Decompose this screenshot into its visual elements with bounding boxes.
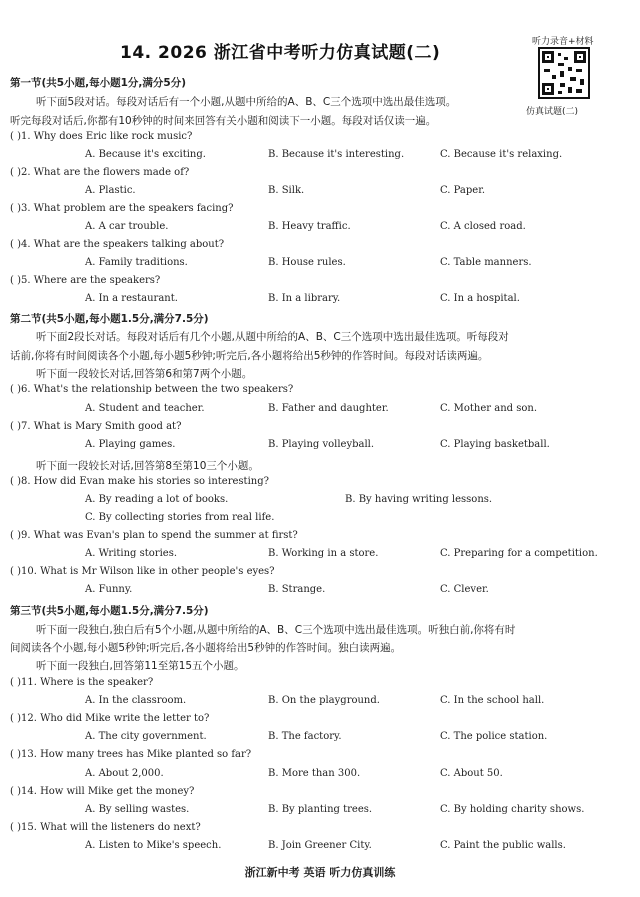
q7-option-a: A. Playing games.: [85, 439, 176, 450]
q8-option-c: C. By collecting stories from real life.: [85, 512, 275, 523]
q9-option-b: B. Working in a store.: [268, 548, 379, 559]
question-2-stem: ( )2. What are the flowers made of?: [10, 167, 190, 178]
section1-intro-line2: 听完每段对话后,你都有10秒钟的时间来回答有关小题和阅读下一小题。每段对话仅读一遍。: [10, 115, 437, 127]
q1-option-c: C. Because it's relaxing.: [440, 149, 563, 160]
section3-sub1: 听下面一段独白,回答第11至第15五个小题。: [36, 660, 245, 672]
section3-heading: 第三节(共5小题,每小题1.5分,满分7.5分): [10, 605, 209, 617]
question-14-stem: ( )14. How will Mike get the money?: [10, 786, 195, 797]
q3-option-c: C. A closed road.: [440, 221, 526, 232]
section2-intro-line2: 话前,你将有时间阅读各个小题,每小题5秒钟;听完后,各小题将给出5秒钟的作答时间。每段对话读两遍。: [10, 350, 489, 362]
q7-option-c: C. Playing basketball.: [440, 439, 550, 450]
q5-option-c: C. In a hospital.: [440, 293, 520, 304]
question-11-stem: ( )11. Where is the speaker?: [10, 677, 154, 688]
q11-option-a: A. In the classroom.: [85, 695, 187, 706]
q4-option-b: B. House rules.: [268, 257, 346, 268]
section2-heading: 第二节(共5小题,每小题1.5分,满分7.5分): [10, 313, 209, 325]
page-title: 14. 2026 浙江省中考听力仿真试题(二): [120, 43, 441, 63]
question-3-stem: ( )3. What problem are the speakers facing?: [10, 203, 234, 214]
q14-option-a: A. By selling wastes.: [85, 804, 190, 815]
q14-option-c: C. By holding charity shows.: [440, 804, 585, 815]
question-1-stem: ( )1. Why does Eric like rock music?: [10, 131, 193, 142]
q10-option-c: C. Clever.: [440, 584, 489, 595]
section3-intro-line2: 间阅读各个小题,每小题5秒钟;听完后,各小题将给出5秒钟的作答时间。独白读两遍。: [10, 642, 402, 654]
q10-option-b: B. Strange.: [268, 584, 326, 595]
question-15-stem: ( )15. What will the listeners do next?: [10, 822, 201, 833]
q13-option-b: B. More than 300.: [268, 768, 361, 779]
q13-option-a: A. About 2,000.: [85, 768, 164, 779]
q10-option-a: A. Funny.: [85, 584, 133, 595]
qr-label: 听力录音+材料: [532, 37, 594, 47]
question-5-stem: ( )5. Where are the speakers?: [10, 275, 161, 286]
q6-option-b: B. Father and daughter.: [268, 403, 389, 414]
section3-intro-line1: 听下面一段独白,独白后有5个小题,从题中所给的A、B、C三个选项中选出最佳选项。听独白前,你将有时: [36, 624, 516, 636]
q1-option-a: A. Because it's exciting.: [85, 149, 206, 160]
q4-option-a: A. Family traditions.: [85, 257, 188, 268]
question-13-stem: ( )13. How many trees has Mike planted so far?: [10, 749, 252, 760]
section2-sub2: 听下面一段较长对话,回答第8至第10三个小题。: [36, 460, 259, 472]
q15-option-a: A. Listen to Mike's speech.: [85, 840, 222, 851]
section2-intro-line1: 听下面2段长对话。每段对话后有几个小题,从题中所给的A、B、C三个选项中选出最佳选项。听每段对: [36, 331, 509, 343]
q5-option-a: A. In a restaurant.: [85, 293, 178, 304]
q6-option-c: C. Mother and son.: [440, 403, 538, 414]
question-12-stem: ( )12. Who did Mike write the letter to?: [10, 713, 210, 724]
question-4-stem: ( )4. What are the speakers talking about?: [10, 239, 225, 250]
q11-option-b: B. On the playground.: [268, 695, 380, 706]
section1-heading: 第一节(共5小题,每小题1分,满分5分): [10, 77, 186, 89]
q6-option-a: A. Student and teacher.: [85, 403, 205, 414]
q8-option-b: B. By having writing lessons.: [345, 494, 493, 505]
question-7-stem: ( )7. What is Mary Smith good at?: [10, 421, 182, 432]
section2-sub1: 听下面一段较长对话,回答第6和第7两个小题。: [36, 368, 253, 380]
q14-option-b: B. By planting trees.: [268, 804, 373, 815]
q2-option-b: B. Silk.: [268, 185, 305, 196]
question-10-stem: ( )10. What is Mr Wilson like in other people's eyes?: [10, 566, 275, 577]
q9-option-c: C. Preparing for a competition.: [440, 548, 598, 559]
q15-option-c: C. Paint the public walls.: [440, 840, 566, 851]
q15-option-b: B. Join Greener City.: [268, 840, 372, 851]
q2-option-a: A. Plastic.: [85, 185, 136, 196]
q8-option-a: A. By reading a lot of books.: [85, 494, 229, 505]
qr-code-icon[interactable]: [538, 47, 590, 99]
q5-option-b: B. In a library.: [268, 293, 341, 304]
qr-caption: 仿真试题(二): [526, 107, 579, 117]
q1-option-b: B. Because it's interesting.: [268, 149, 405, 160]
q3-option-a: A. A car trouble.: [85, 221, 169, 232]
q12-option-c: C. The police station.: [440, 731, 548, 742]
page-footer: 浙江新中考 英语 听力仿真训练: [244, 866, 396, 879]
question-8-stem: ( )8. How did Evan make his stories so interesting?: [10, 476, 269, 487]
question-6-stem: ( )6. What's the relationship between the two speakers?: [10, 384, 294, 395]
q9-option-a: A. Writing stories.: [85, 548, 178, 559]
q7-option-b: B. Playing volleyball.: [268, 439, 375, 450]
q4-option-c: C. Table manners.: [440, 257, 532, 268]
q12-option-a: A. The city government.: [85, 731, 207, 742]
section1-intro-line1: 听下面5段对话。每段对话后有一个小题,从题中所给的A、B、C三个选项中选出最佳选项。: [36, 96, 457, 108]
question-9-stem: ( )9. What was Evan's plan to spend the summer at first?: [10, 530, 298, 541]
q13-option-c: C. About 50.: [440, 768, 503, 779]
q12-option-b: B. The factory.: [268, 731, 342, 742]
qr-pattern: [540, 49, 588, 97]
q3-option-b: B. Heavy traffic.: [268, 221, 351, 232]
q11-option-c: C. In the school hall.: [440, 695, 545, 706]
q2-option-c: C. Paper.: [440, 185, 486, 196]
